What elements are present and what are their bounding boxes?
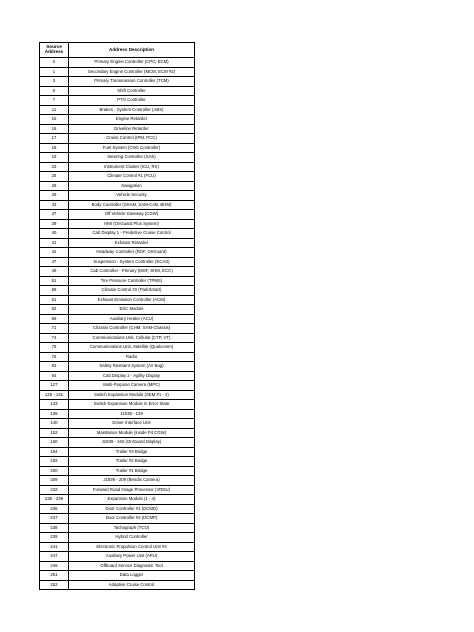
address-description-cell: Steering Controller (SAS) [69, 153, 195, 163]
table-row [40, 333, 195, 343]
address-description-cell: Cab Display 1 - Predictive Cruise Control [69, 229, 195, 239]
table-row [40, 571, 195, 581]
source-address-cell: 209 [40, 476, 69, 486]
address-description-cell: Door Controller #2 (DCMP) [69, 514, 195, 524]
table-row [40, 580, 195, 590]
table-row [40, 267, 195, 277]
source-address-cell: 69 [40, 314, 69, 324]
address-description-cell: Suspension - System Controller (ECAS) [69, 257, 195, 267]
table-row [40, 400, 195, 410]
source-address-cell: 15 [40, 115, 69, 125]
address-description-cell: Radio [69, 352, 195, 362]
source-address-cell: 247 [40, 552, 69, 562]
address-description-cell: Exhaust Emission Controller (ACM) [69, 295, 195, 305]
address-description-cell: Expansion Module (1 - 4) [69, 495, 195, 505]
address-description-cell: Communications Unit, Cellular (CTP, VT) [69, 333, 195, 343]
address-description-cell: Trailer #2 Bridge [69, 457, 195, 467]
table-row [40, 447, 195, 457]
table-row [40, 362, 195, 372]
source-address-cell: 241 [40, 542, 69, 552]
source-address-cell: 17 [40, 134, 69, 144]
table-row [40, 305, 195, 315]
table-row [40, 438, 195, 448]
source-address-cell: 76 [40, 352, 69, 362]
address-description-cell: Communications Unit, Satellite (Qualcomm) [69, 343, 195, 353]
source-address-cell: 29 [40, 191, 69, 201]
table-row [40, 238, 195, 248]
source-address-cell: 16 [40, 124, 69, 134]
table-body [40, 58, 195, 590]
source-address-cell: 23 [40, 162, 69, 172]
source-address-cell: 37 [40, 210, 69, 220]
table-row [40, 514, 195, 524]
address-table-container [39, 42, 194, 590]
address-description-cell: Offboard Service Diagnostic Tool [69, 561, 195, 571]
source-address-cell: 84 [40, 371, 69, 381]
source-address-cell: 75 [40, 343, 69, 353]
source-address-cell: 184 [40, 447, 69, 457]
address-description-cell: Driver Interface Unit [69, 419, 195, 429]
table-row [40, 352, 195, 362]
table-row [40, 495, 195, 505]
address-description-cell: Chassis Controller (CHM, SAM-Chassis) [69, 324, 195, 334]
table-row [40, 409, 195, 419]
table-row [40, 561, 195, 571]
address-description-cell: Switch Expansion Module in Error State [69, 400, 195, 410]
table-row [40, 67, 195, 77]
address-description-cell: Trailer #1 Bridge [69, 466, 195, 476]
address-description-cell: ESC Module [69, 305, 195, 315]
address-description-cell: HMI (OnGuard Plus System) [69, 219, 195, 229]
table-row [40, 485, 195, 495]
source-address-cell: 62 [40, 305, 69, 315]
source-address-cell: 192 [40, 457, 69, 467]
source-address-cell: 40 [40, 229, 69, 239]
address-description-cell: Navigation [69, 181, 195, 191]
table-row [40, 219, 195, 229]
table-row [40, 191, 195, 201]
source-address-cell: 237 [40, 514, 69, 524]
address-description-cell: Shift Controller [69, 86, 195, 96]
table-row [40, 257, 195, 267]
source-address-cell: 128 - 131 [40, 390, 69, 400]
table-header-row [40, 43, 195, 58]
address-description-cell: J1939 - 160 (OnGuard Display) [69, 438, 195, 448]
table-row [40, 295, 195, 305]
table-row [40, 390, 195, 400]
source-address-cell: 47 [40, 257, 69, 267]
table-row [40, 533, 195, 543]
source-address-cell: 1 [40, 67, 69, 77]
source-address-cell: 5 [40, 86, 69, 96]
address-description-cell: Tire Pressure Controller (TPMS) [69, 276, 195, 286]
address-description-cell: Trailer #3 Bridge [69, 447, 195, 457]
table-row [40, 210, 195, 220]
table-row [40, 143, 195, 153]
table-row [40, 248, 195, 258]
address-description-cell: Vehicle Security [69, 191, 195, 201]
source-address-cell: 39 [40, 219, 69, 229]
source-address-cell: 33 [40, 200, 69, 210]
source-address-cell: 200 [40, 466, 69, 476]
address-description-cell: Brakes - System Controller (ABS) [69, 105, 195, 115]
address-description-cell: Tachograph (TCO) [69, 523, 195, 533]
source-address-cell: 236 [40, 504, 69, 514]
table-row [40, 419, 195, 429]
source-address-cell: 139 [40, 409, 69, 419]
source-address-cell: 74 [40, 333, 69, 343]
address-description-cell: Hybrid Controller [69, 533, 195, 543]
table-row [40, 229, 195, 239]
table-row [40, 124, 195, 134]
source-address-cell: 133 [40, 400, 69, 410]
table-row [40, 96, 195, 106]
table-row [40, 162, 195, 172]
table-row [40, 105, 195, 115]
table-row [40, 314, 195, 324]
source-address-cell: 160 [40, 438, 69, 448]
address-description-cell: Instrument Cluster (ICU, RX) [69, 162, 195, 172]
address-description-cell: Electronic Propulsion Control Unit #3 [69, 542, 195, 552]
source-address-header: Source Address [40, 43, 69, 58]
source-address-cell: 19 [40, 153, 69, 163]
table-row [40, 172, 195, 182]
table-row [40, 371, 195, 381]
table-row [40, 552, 195, 562]
source-address-cell: 252 [40, 580, 69, 590]
source-address-cell: 28 [40, 181, 69, 191]
address-description-cell: Exhaust Retarder [69, 238, 195, 248]
table-row [40, 324, 195, 334]
address-description-cell: Engine Retarder [69, 115, 195, 125]
source-address-cell: 7 [40, 96, 69, 106]
address-description-cell: Primary Engine Controller (CPC, ECM) [69, 58, 195, 68]
address-description-cell: Headway Controller (RDF, OnGuard) [69, 248, 195, 258]
table-row [40, 200, 195, 210]
address-description-header: Address Description [69, 43, 195, 58]
source-address-table [39, 42, 195, 590]
address-description-cell: Switch Expansion Module (SEM #1 - 4) [69, 390, 195, 400]
address-description-cell: Body Controller (SSAM, SAM-CAB, BHM) [69, 200, 195, 210]
source-address-cell: 251 [40, 571, 69, 581]
source-address-cell: 3 [40, 77, 69, 87]
source-address-cell: 152 [40, 428, 69, 438]
address-description-cell: Primary Transmission Controller (TCM) [69, 77, 195, 87]
address-description-cell: Cab Display 2 - Agility Display [69, 371, 195, 381]
address-description-cell: Auxiliary Heater (ACU) [69, 314, 195, 324]
address-description-cell: Climate Control #2 (ParkSmart) [69, 286, 195, 296]
source-address-cell: 232 [40, 485, 69, 495]
source-address-cell: 58 [40, 286, 69, 296]
address-description-cell: Secondary Engine Controller (MCM, ECM #2) [69, 67, 195, 77]
source-address-cell: 11 [40, 105, 69, 115]
source-address-cell: 249 [40, 561, 69, 571]
table-row [40, 428, 195, 438]
table-row [40, 181, 195, 191]
source-address-cell: 25 [40, 172, 69, 182]
table-row [40, 77, 195, 87]
source-address-cell: 42 [40, 248, 69, 258]
source-address-cell: 83 [40, 362, 69, 372]
source-address-cell: 127 [40, 381, 69, 391]
table-row [40, 466, 195, 476]
table-row [40, 86, 195, 96]
source-address-cell: 51 [40, 276, 69, 286]
table-row [40, 115, 195, 125]
source-address-cell: 235 - 239 [40, 495, 69, 505]
address-description-cell: Safety Restraint System (Air Bag) [69, 362, 195, 372]
address-description-cell: Cruise Control (IPM, PCC) [69, 134, 195, 144]
table-row [40, 134, 195, 144]
address-description-cell: J1939 - 139 [69, 409, 195, 419]
address-description-cell: J1939 - 209 (Bendix Camera) [69, 476, 195, 486]
table-row [40, 276, 195, 286]
table-row [40, 381, 195, 391]
table-row [40, 523, 195, 533]
address-description-cell: Data Logger [69, 571, 195, 581]
address-description-cell: Forward Road Image Processor (VRDU) [69, 485, 195, 495]
address-description-cell: PTO Controller [69, 96, 195, 106]
address-description-cell: Driveline Retarder [69, 124, 195, 134]
address-description-cell: Adaptive Cruise Control [69, 580, 195, 590]
address-description-cell: Auxiliary Power Unit (APU) [69, 552, 195, 562]
source-address-cell: 140 [40, 419, 69, 429]
source-address-cell: 0 [40, 58, 69, 68]
table-row [40, 153, 195, 163]
table-row [40, 58, 195, 68]
address-description-cell: Multi-Purpose Camera (MPC) [69, 381, 195, 391]
source-address-cell: 18 [40, 143, 69, 153]
table-row [40, 504, 195, 514]
address-description-cell: Door Controller #1 (DCMD) [69, 504, 195, 514]
source-address-cell: 49 [40, 267, 69, 277]
address-description-cell: Climate Control #1 (FCU) [69, 172, 195, 182]
source-address-cell: 71 [40, 324, 69, 334]
table-row [40, 286, 195, 296]
table-row [40, 476, 195, 486]
source-address-cell: 61 [40, 295, 69, 305]
address-description-cell: Maintaince Module (inside P4 CGW) [69, 428, 195, 438]
address-description-cell: Off Vehicle Gateway (CGW) [69, 210, 195, 220]
table-row [40, 542, 195, 552]
source-address-cell: 239 [40, 533, 69, 543]
source-address-cell: 238 [40, 523, 69, 533]
address-description-cell: Fuel System (CNG Controller) [69, 143, 195, 153]
source-address-cell: 41 [40, 238, 69, 248]
table-row [40, 343, 195, 353]
address-description-cell: Cab Controller - Primary (MSF, SHM, ECC) [69, 267, 195, 277]
table-row [40, 457, 195, 467]
